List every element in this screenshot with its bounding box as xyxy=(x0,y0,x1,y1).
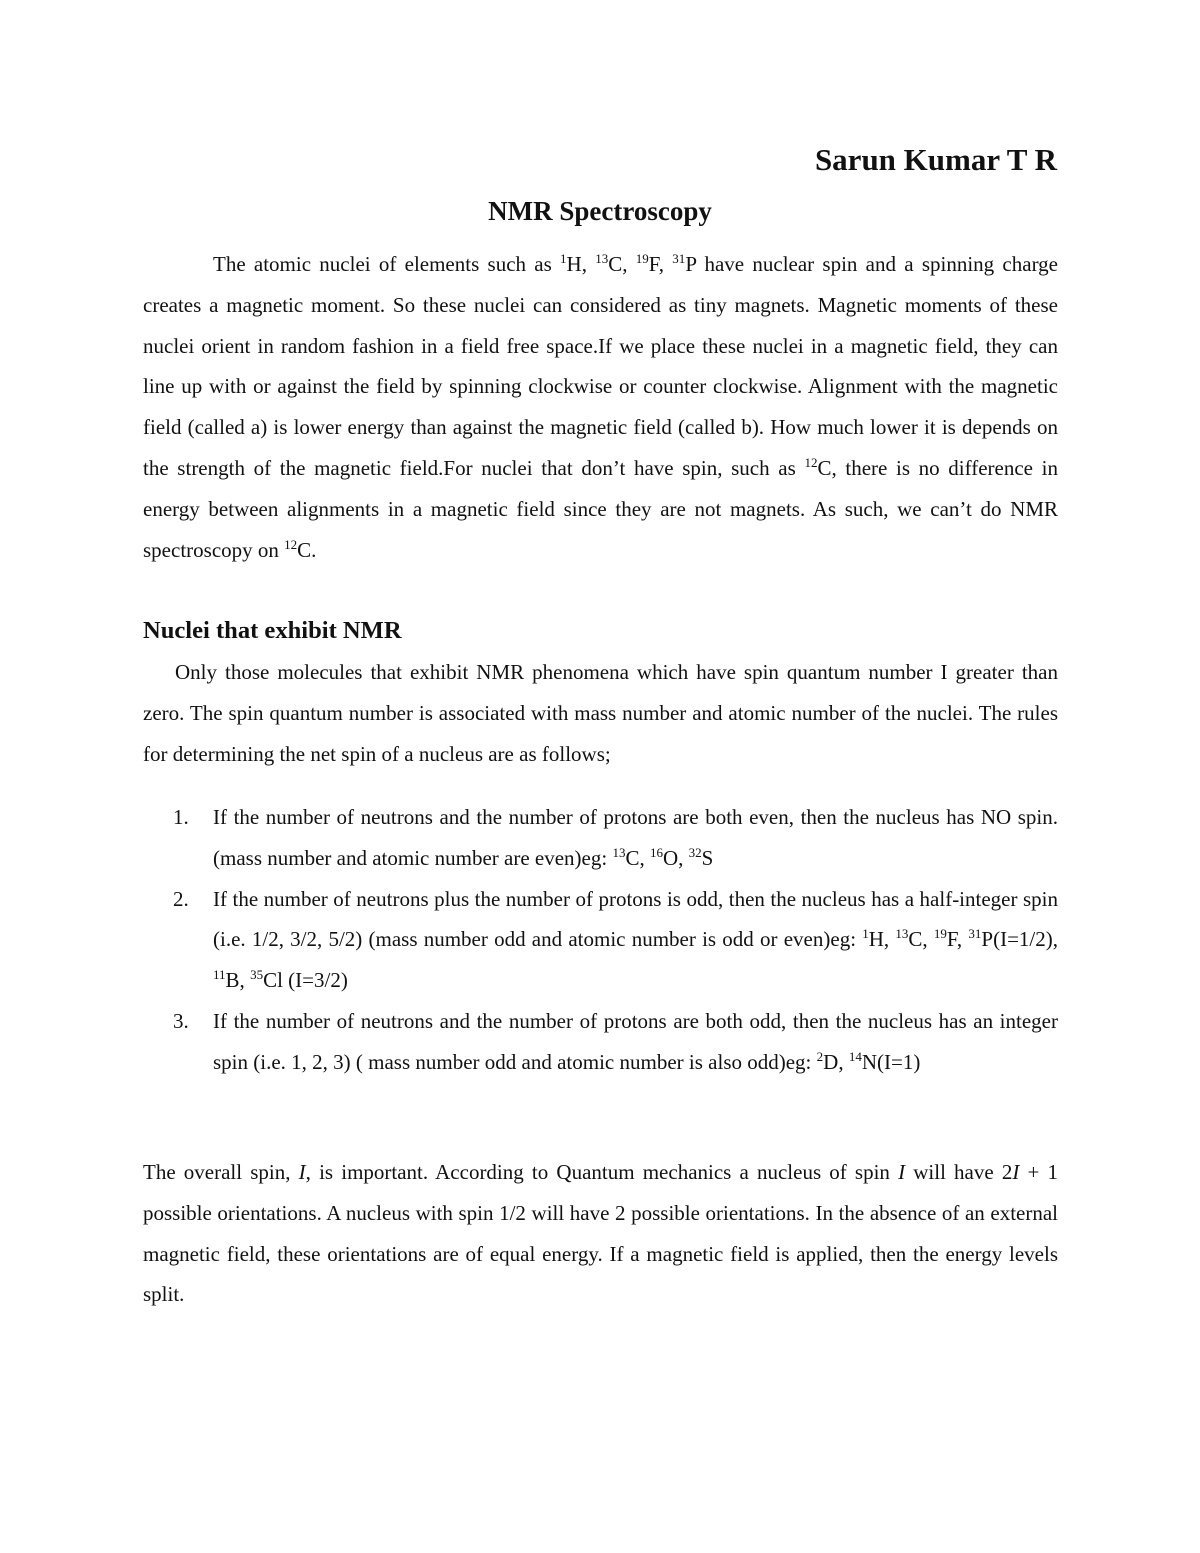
author-name: Sarun Kumar T R xyxy=(814,142,1057,177)
rules-intro-paragraph: Only those molecules that exhibit NMR phenomena which have spin quantum number I greater than zero. The spin quantum number is associated with mass number and atomic number of the nuclei. The rules for determining the net spin of a nucleus are as follows; xyxy=(143,660,1058,766)
list-item: 3. If the number of neutrons and the number of protons are both odd, then the nucleus has an integer spin (i.e. 1, 2, 3) ( mass number odd and atomic number is also odd)eg: $^2$D, $^{14}$N(I=1) xyxy=(173,1008,1058,1074)
intro-paragraph: The atomic nuclei of elements such as $^1$H, $^{13}$C, $^{19}$F, $^{31}$P have nuclear spin and a spinning charge creates a magnetic moment. So these nuclei can considered as tiny magnets. Magnetic moments of these nuclei orient in random fashion in a field free space.If we place these nuclei in a magnetic field, they can line up with or against the field by spinning clockwise or counter clockwise. Alignment with the magnetic field (called a) is lower energy than against the magnetic field (called b). How much lower it is depends on the strength of the magnetic field.For nuclei that don’t have spin, such as $^{12}$C, there is no difference in energy between alignments in a magnetic field since they are not magnets. As such, we can’t do NMR spectroscopy on $^{12}$C. xyxy=(143,250,1059,562)
closing-paragraph: The overall spin, I, is important. According to Quantum mechanics a nucleus of spin I will have 2I + 1 possible orientations. A nucleus with spin 1/2 will have 2 possible orientations. In the absence of an external magnetic field, these orientations are of equal energy. If a magnetic field is applied, then the energy levels split. xyxy=(143,1160,1059,1307)
list-item: 1. If the number of neutrons and the number of protons are both even, then the nucleus has NO spin.(mass number and atomic number are even)eg: $^{13}$C, $^{16}$O, $^{32}$S xyxy=(173,805,1058,870)
list-item: 2. If the number of neutrons plus the number of protons is odd, then the nucleus has a half-integer spin (i.e. 1/2, 3/2, 5/2) (mass number odd and atomic number is odd or even)eg: $^1$H, $^{13}$C, $^{19}$F, $^{31}$P(I=1/2), $^{11}$B, $^{35}$Cl (I=3/2) xyxy=(173,886,1058,993)
section-heading: Nuclei that exhibit NMR xyxy=(143,617,402,644)
page-title: NMR Spectroscopy xyxy=(488,196,712,226)
spin-rules-list xyxy=(143,797,1058,1083)
